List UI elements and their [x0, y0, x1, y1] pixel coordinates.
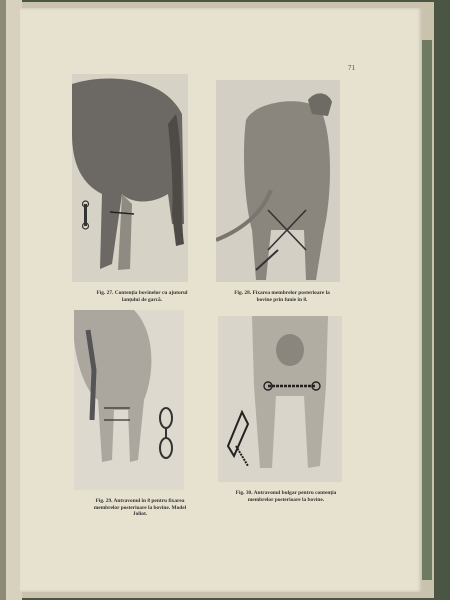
caption-line: Fig. 29. Antravonul în 8 pentru fixarea: [95, 498, 185, 504]
caption-line: Fig. 30. Antravonul bulgar pentru contenția: [235, 490, 337, 496]
page-number: 71: [348, 64, 355, 72]
figure-30-caption: [214, 490, 358, 503]
figure-27-photo: [72, 74, 188, 282]
figure-29-photo: [74, 310, 184, 490]
book-page: [20, 8, 422, 592]
figure-27-caption: [72, 290, 212, 303]
caption-line: Fig. 28. Fixarea membrelor posterioare la: [234, 290, 330, 296]
figure-30-photo: [218, 316, 342, 482]
caption-line: Fig. 27. Contenția bovinelor cu ajutorul: [96, 290, 188, 296]
caption-line: lanțului de garcă.: [121, 296, 163, 303]
caption-line: bovine prin funie în 8.: [256, 296, 308, 303]
figure-28-caption: [212, 290, 352, 303]
figure-28-photo: [216, 80, 340, 282]
figure-29-caption: [70, 498, 210, 518]
caption-line: membrelor posterioare la bovine. Model: [93, 504, 187, 511]
caption-line: Joliot.: [132, 511, 148, 518]
caption-line: membrelor posterioare la bovine.: [247, 496, 325, 503]
